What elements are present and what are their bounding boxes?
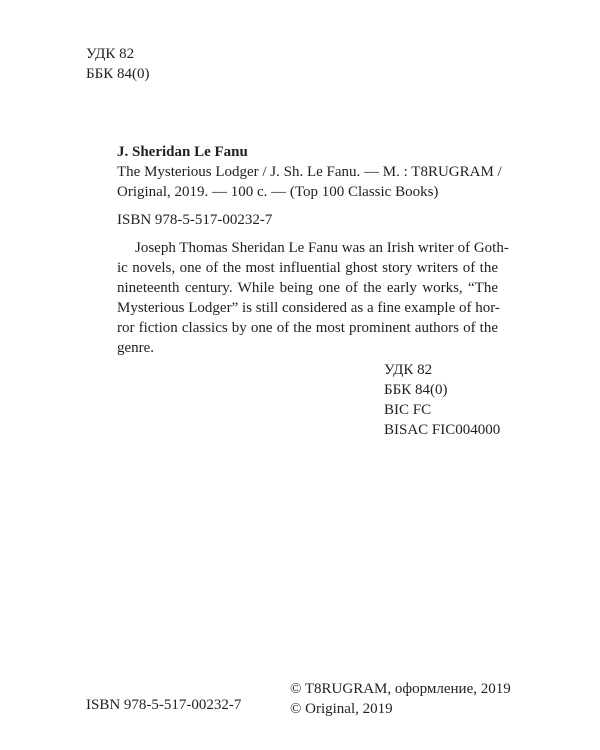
- annotation-line: ror fiction classics by one of the most prominent authors of the: [117, 320, 498, 336]
- copyright-line: © T8RUGRAM, оформление, 2019: [290, 681, 511, 697]
- bibliographic-line: Original, 2019. — 100 с. — (Top 100 Classic Books): [117, 184, 439, 200]
- bibliographic-line: The Mysterious Lodger / J. Sh. Le Fanu. — M. : T8RUGRAM /: [117, 164, 502, 180]
- annotation-line: nineteenth century. While being one of the early works, “The: [117, 280, 498, 296]
- bbk-code: ББК 84(0): [384, 382, 448, 398]
- annotation-line: Mysterious Lodger” is still considered as a fine example of hor-: [117, 300, 500, 316]
- annotation-paragraph: [117, 238, 509, 358]
- isbn-footer: ISBN 978-5-517-00232-7: [86, 697, 242, 713]
- classification-codes: [384, 360, 500, 440]
- top-classification-codes: [86, 44, 149, 84]
- udk-code: УДК 82: [384, 362, 433, 378]
- bisac-code: BISAC FIC004000: [384, 422, 501, 438]
- bbk-code: ББК 84(0): [86, 66, 150, 82]
- isbn: ISBN 978-5-517-00232-7: [117, 212, 273, 228]
- annotation-line: genre.: [117, 340, 155, 356]
- bibliographic-record: [117, 162, 502, 202]
- annotation-line: ic novels, one of the most influential ghost story writers of the: [117, 260, 498, 276]
- copyright-line: © Original, 2019: [290, 701, 393, 717]
- author-heading: J. Sheridan Le Fanu: [117, 144, 248, 160]
- udk-code: УДК 82: [86, 46, 135, 62]
- copyright-block: [290, 679, 511, 719]
- bic-code: BIC FC: [384, 402, 432, 418]
- annotation-line: Joseph Thomas Sheridan Le Fanu was an Irish writer of Goth-: [135, 240, 509, 256]
